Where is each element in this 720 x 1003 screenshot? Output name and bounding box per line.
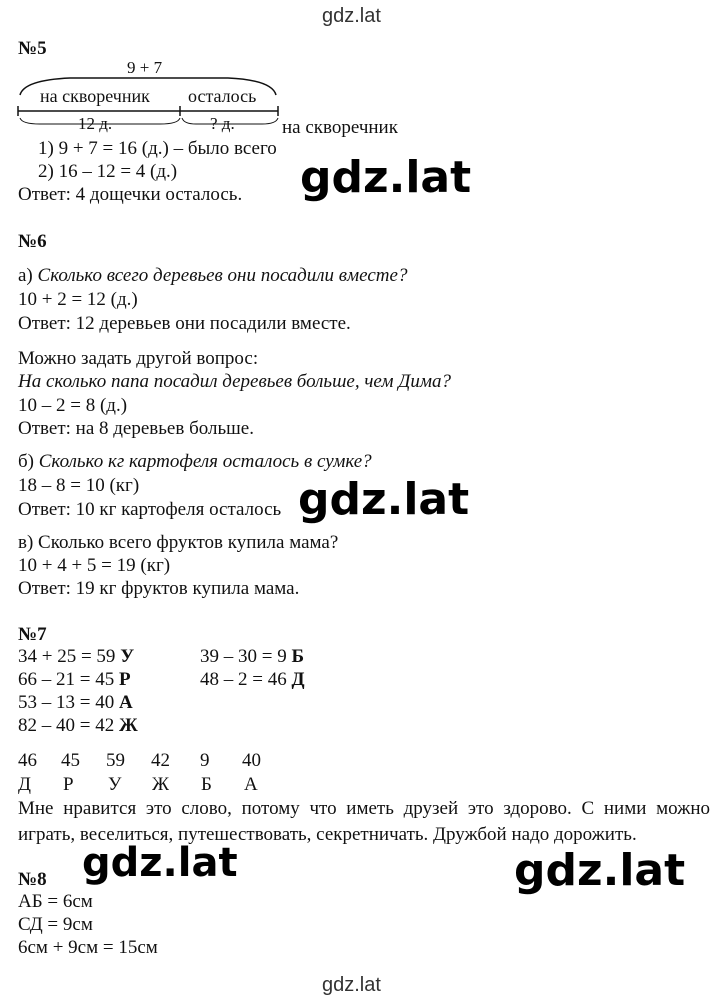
s7-letter-6: А xyxy=(244,774,258,795)
s5-line2: 2) 16 – 12 = 4 (д.) xyxy=(38,161,178,182)
diagram-seg2-label: осталось xyxy=(188,86,257,106)
s7-letter-3: У xyxy=(108,774,122,795)
s6-a-prefix: а) xyxy=(18,265,38,286)
s6-b-question xyxy=(18,451,372,473)
s7-right-eq-1 xyxy=(200,646,304,668)
section-5-title: №5 xyxy=(18,38,47,59)
eq-text: 66 – 21 = 45 xyxy=(18,669,119,690)
diagram-below1-label: 12 д. xyxy=(78,114,113,133)
s6-other: Можно задать другой вопрос: xyxy=(18,348,259,369)
eq-text: 53 – 13 = 40 xyxy=(18,692,119,713)
diagram-side-label: на скворечник xyxy=(282,117,398,138)
s7-number-3: 59 xyxy=(106,750,125,771)
section-6-title: №6 xyxy=(18,231,47,252)
s7-letter-2: Р xyxy=(63,774,74,795)
diagram-below2-label: ? д. xyxy=(210,114,235,133)
eq-letter: Д xyxy=(291,669,305,690)
s6-v-calc: 10 + 4 + 5 = 19 (кг) xyxy=(18,555,171,576)
s7-number-1: 46 xyxy=(18,750,37,771)
s6-a-question xyxy=(18,265,407,287)
eq-letter: У xyxy=(120,646,135,667)
watermark: gdz.lat xyxy=(82,840,238,886)
diagram-seg1-label: на скворечник xyxy=(40,86,150,106)
section-8-title: №8 xyxy=(18,869,47,890)
eq-text: 39 – 30 = 9 xyxy=(200,646,292,667)
eq-text: 82 – 40 = 42 xyxy=(18,715,119,736)
watermark: gdz.lat xyxy=(298,474,470,525)
s6-b-calc: 18 – 8 = 10 (кг) xyxy=(18,475,140,496)
s6-other-calc: 10 – 2 = 8 (д.) xyxy=(18,395,128,416)
diagram-top-label: 9 + 7 xyxy=(127,58,163,77)
eq-letter: Б xyxy=(291,646,305,667)
s6-v-answer: Ответ: 19 кг фруктов купила мама. xyxy=(18,578,300,599)
s7-number-5: 9 xyxy=(200,750,210,771)
s6-a-answer: Ответ: 12 деревьев они посадили вместе. xyxy=(18,313,351,334)
s7-left-eq-4 xyxy=(18,715,138,737)
section-7-title: №7 xyxy=(18,624,47,645)
s6-a-calc: 10 + 2 = 12 (д.) xyxy=(18,289,138,310)
s7-letter-1: Д xyxy=(18,774,31,795)
s7-left-eq-1 xyxy=(18,646,134,668)
eq-text: 48 – 2 = 46 xyxy=(200,669,292,690)
s7-letter-5: Б xyxy=(201,774,212,795)
s6-v-question: в) Сколько всего фруктов купила мама? xyxy=(18,532,339,553)
s7-letter-4: Ж xyxy=(152,774,170,795)
s8-line3: 6см + 9см = 15см xyxy=(18,937,158,958)
eq-letter: Р xyxy=(118,669,131,690)
s7-right-eq-2 xyxy=(200,669,305,691)
s8-line1: АБ = 6см xyxy=(18,891,93,912)
s6-other-question: На сколько папа посадил деревьев больше, чем Дима? xyxy=(18,371,451,392)
s5-answer: Ответ: 4 дощечки осталось. xyxy=(18,184,243,205)
s7-number-4: 42 xyxy=(151,750,170,771)
s7-left-eq-2 xyxy=(18,669,131,691)
site-footer: gdz.lat xyxy=(322,974,381,996)
eq-letter: Ж xyxy=(118,715,138,736)
s7-left-eq-3 xyxy=(18,692,133,714)
s7-number-2: 45 xyxy=(61,750,80,771)
watermark: gdz.lat xyxy=(300,152,472,203)
s6-b-prefix: б) xyxy=(18,451,39,472)
s6-b-answer: Ответ: 10 кг картофеля осталось xyxy=(18,499,282,520)
s7-paragraph: Мне нравится это слово, потому что иметь друзей это здорово. С ними можно играть, веселиться, путешествовать, секретничать. Дружбой надо дорожить. xyxy=(18,798,710,845)
eq-letter: А xyxy=(118,692,133,713)
s8-line2: СД = 9см xyxy=(18,914,93,935)
s6-b-question-text: Сколько кг картофеля осталось в сумке? xyxy=(38,451,372,472)
s5-line1: 1) 9 + 7 = 16 (д.) – было всего xyxy=(38,138,277,159)
eq-text: 34 + 25 = 59 xyxy=(18,646,121,667)
site-header: gdz.lat xyxy=(322,5,381,27)
watermark: gdz.lat xyxy=(514,845,686,896)
s6-a-question-text: Сколько всего деревьев они посадили вместе? xyxy=(37,265,408,286)
s7-number-6: 40 xyxy=(242,750,261,771)
s6-other-answer: Ответ: на 8 деревьев больше. xyxy=(18,418,254,439)
